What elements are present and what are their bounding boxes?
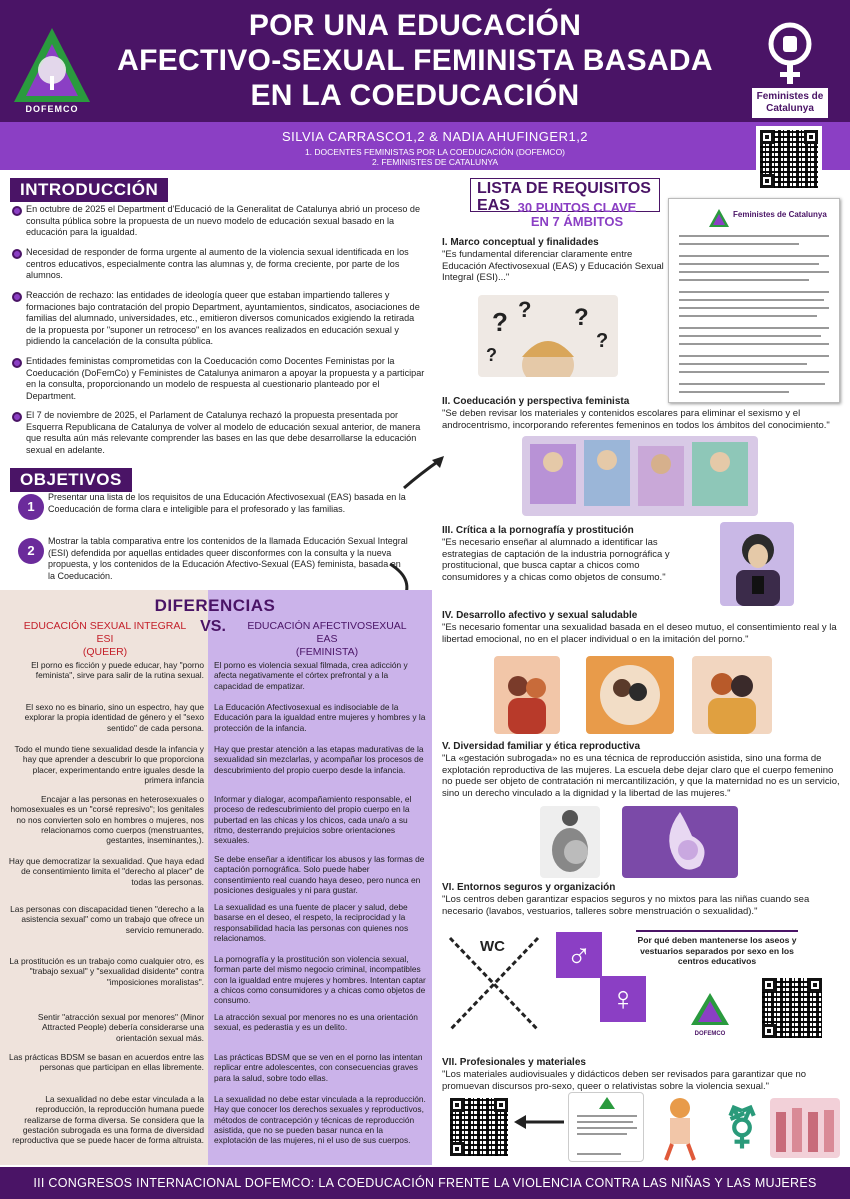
svg-text:?: ? (518, 297, 532, 322)
requisito-title-1: I. Marco conceptual y finalidades (442, 237, 599, 248)
requisito-text-2: "Se deben revisar los materiales y contenidos escolares para eliminar el sexismo y el androcentrismo, incorporando referentes femeninos en todos los ámbitos del conocimiento." (442, 408, 830, 431)
dofemco-logo (12, 26, 92, 114)
crossed-wc-illustration (446, 934, 542, 1034)
eas-subtitle-2: (FEMINISTA) (295, 646, 359, 658)
poster-title (95, 8, 735, 113)
requisito-text-1: "Es fundamental diferenciar claramente entre Educación Afectivosexual (EAS) y Educación Sexual Integral (ESI)..." (442, 249, 664, 283)
pregnancy-silhouette-illustration (622, 806, 738, 878)
requisito-title-7: VII. Profesionales y materiales (442, 1057, 586, 1068)
eas-row: Las prácticas BDSM que se ven en el porno las intentan replicar entre adolescentes, con consecuencias graves para la salud, sobre todo ellas. (214, 1052, 423, 1083)
esi-row: Hay que democratizar la sexualidad. Que haya edad de consentimiento limita el "derecho al placer" de todas las personas. (8, 856, 204, 887)
couple-illustration-3 (692, 656, 772, 734)
feministes-mini-logo (709, 209, 729, 227)
esi-subtitle-2: (QUEER) (82, 646, 128, 658)
footer-band: III CONGRESOS INTERNACIONAL DOFEMCO: LA COEDUCACIÓN FRENTE LA VIOLENCIA CONTRA LAS NIÑAS Y LAS MUJERES (0, 1167, 850, 1199)
eas-column-header (234, 620, 420, 659)
affiliation-1: 1. DOCENTES FEMINISTAS POR LA COEDUCACIÓN (DOFEMCO) (304, 147, 566, 157)
wc-label: WC (480, 938, 505, 955)
bullet-icon (12, 292, 22, 302)
trans-symbol-icon: ⚧ (725, 1106, 759, 1150)
requisitos-heading-line-1: LISTA DE REQUISITOS (477, 180, 651, 197)
qr-code-top[interactable] (756, 126, 822, 192)
feministes-logo-text: Feministes de Catalunya (752, 88, 828, 118)
requisito-title-4: IV. Desarrollo afectivo y sexual saludable (442, 610, 638, 621)
document-thumbnail[interactable] (668, 198, 840, 403)
esi-subtitle-1: ESI (96, 633, 114, 645)
intro-paragraph-4: Entidades feministas comprometidas con la Coeducación como Docentes Feministas por la Coeducación (DoFemCo) y Feministes de Catalunya animaron a apoyar la propuesta y a participar en la consulta, proporcionando un modelo de respuesta al cuestionario planteado por el Department. (26, 356, 425, 401)
svg-text:?: ? (574, 304, 589, 331)
requisito-text-6: "Los centros deben garantizar espacios seguros y no mixtos para las niñas cuando sea necesario (lavabos, vestuarios, talleres sobre menstruación o sexualidad)." (442, 894, 810, 917)
objetivos-heading: OBJETIVOS (10, 468, 132, 492)
intro-paragraph-3: Reacción de rechazo: las entidades de ideología queer que estaban impartiendo talleres y formaciones bajo contratación del propio Department, ayuntamientos, sindicatos, asociaciones de familias del alumnado, universidades, etc., emitieron diversos comunicados exigiendo la retirada de la propuesta por "suponer un retroceso" en los avances realizados en educación sexual y pidiendo la cancelación de la consulta pública. (26, 290, 420, 346)
female-symbol-icon: ♀ (600, 976, 646, 1022)
requisito-title-2: II. Coeducación y perspectiva feminista (442, 396, 630, 407)
svg-text:?: ? (492, 307, 508, 337)
requisitos-sub-line-1: 30 PUNTOS CLAVE (517, 200, 637, 215)
doc-brand: Feministes de Catalunya (733, 210, 827, 219)
eas-row: Hay que prestar atención a las etapas madurativas de la sexualidad sin mezclarlas, y acompañar los procesos de descubrimiento del propio cuerpo desde la infancia. (214, 744, 424, 775)
couple-illustration-2 (586, 656, 674, 734)
pregnant-illustration (540, 806, 600, 878)
eas-row: La sexualidad es una fuente de placer y salud, debe basarse en el deseo, el respeto, la reciprocidad y la responsabilidad hacia las personas con quienes nos relacionamos. (214, 902, 409, 943)
affiliations (230, 147, 640, 167)
requisito-title-6: VI. Entornos seguros y organización (442, 882, 616, 893)
intro-paragraph-5: El 7 de noviembre de 2025, el Parlament de Catalunya rechazó la propuesta presentada por Esquerra Republicana de Catalunya de volver al modelo de educación sexual anterior, de manera que resulta aún más relevante comprender las bases en las que debe desarrollarse la educación sexual en adelante. (26, 410, 421, 455)
figures-illustration (770, 1098, 840, 1158)
arrow-right-icon (514, 1112, 568, 1132)
eas-row: Informar y dialogar, acompañamiento responsable, el proceso de redescubrimiento del propio cuerpo en la pubertad en las chicas y los chicos, cada una/o a su ritmo, desterrando prejuicios sobre orientaciones sexuales. (214, 794, 412, 846)
dofemco-small-logo (690, 992, 730, 1036)
intro-heading: INTRODUCCIÓN (10, 178, 168, 202)
title-line-1: POR UNA EDUCACIÓN (248, 9, 582, 42)
intro-paragraph-1: En octubre de 2025 el Department d'Educació de la Generalitat de Catalunya abrió un proceso de consulta pública sobre la propuesta de un nuevo modelo de educación sexual basado en la educación para la igualdad. (26, 204, 421, 237)
phone-user-illustration (720, 522, 794, 606)
qr-code-materials[interactable] (446, 1094, 512, 1160)
objective-number-1: 1 (18, 494, 44, 520)
authors-band (0, 122, 850, 170)
esi-column-header (10, 620, 200, 659)
svg-text:?: ? (486, 345, 497, 365)
esi-row: El porno es ficción y puede educar, hay "porno feminista", sirve para salir de la rutina sexual. (31, 660, 204, 681)
bullet-icon (12, 206, 22, 216)
bullet-icon (12, 358, 22, 368)
couple-illustration-1 (494, 656, 560, 734)
author-names: SILVIA CARRASCO1,2 & NADIA AHUFINGER1,2 (281, 129, 589, 144)
feministes-logo (752, 22, 828, 118)
dofemco-small-logo-text: DOFEMCO (694, 1031, 726, 1037)
eas-row: La pornografía y la prostitución son violencia sexual, forman parte del mismo negocio criminal, incompatibles con la igualdad entre mujeres y hombres. Intentan captar a chicos como consumidores y a chicas como objetos de consumo. (214, 954, 426, 1006)
question-marks-illustration (478, 295, 618, 377)
requisito-text-7: "Los materiales audiovisuales y didácticos deben ser revisados para garantizar que no promuevan discursos pro-sexo, queer o relativistas sobre la violencia sexual." (442, 1069, 807, 1092)
esi-row: Todo el mundo tiene sexualidad desde la infancia y hay que aprender a descubrir lo que proporciona placer, experimentando entre iguales desde la primera infancia (14, 744, 204, 785)
objective-number-2: 2 (18, 538, 44, 564)
esi-row: La prostitución es un trabajo como cualquier otro, es "trabajo sexual" y "sexualidad disidente" contra "imposiciones moralistas". (9, 956, 204, 987)
requisito-text-5: "La «gestación subrogada» no es una técnica de reproducción asistida, sino una forma de explotación reproductiva de las mujeres. La escuela debe dejar claro que el cuerpo femenino no puede ser objeto de contratación ni mercantilización, y que la maternidad no es un servicio, sino un derecho vinculado a la dignidad y la libertad de las mujeres." (442, 753, 840, 799)
requisitos-sub-line-2: EN 7 ÁMBITOS (530, 214, 624, 229)
intro-paragraph-2: Necesidad de responder de forma urgente al aumento de la violencia sexual identificada en los centros educativos, especialmente contra las alumnas y, de forma creciente, por parte de los alumnos. (26, 247, 409, 280)
requisito-text-3: "Es necesario enseñar al alumnado a identificar las estrategias de captación de la industria pornográfica y prostitucional, que busca captar a chicos como consumidores y a chicas como objetos de consumo." (442, 537, 670, 583)
arrow-icon (400, 452, 450, 492)
esi-row: Las prácticas BDSM se basan en acuerdos entre las personas que participan en ellas libremente. (8, 1052, 204, 1073)
eas-row: La atracción sexual por menores no es una orientación sexual, es pederastia y es un delito. (214, 1012, 418, 1033)
title-line-2: AFECTIVO-SEXUAL FEMINISTA BASADA (117, 44, 713, 77)
dofemco-logo-text: DOFEMCO (25, 104, 79, 114)
bullet-icon (12, 412, 22, 422)
bullet-icon (12, 249, 22, 259)
affiliation-2: 2. FEMINISTES DE CATALUNYA (371, 157, 499, 167)
requisitos-heading-line-2: EAS (477, 197, 510, 214)
esi-row: La sexualidad no debe estar vinculada a la reproducción, la reproducción humana puede realizarse de forma diversa. Se considera que la gestación subrogada es una forma de diversidad reproductiva que se puede hacer de forma altruista. (12, 1094, 204, 1146)
eas-row: La Educación Afectivosexual es indisociable de la Educación para la igualdad entre mujeres y hombres y la protección de la infancia. (214, 702, 426, 733)
eas-row: El porno es violencia sexual filmada, crea adicción y afecta negativamente el córtex prefrontal y a la capacidad de empatizar. (214, 660, 408, 691)
diferencias-heading: DIFERENCIAS (154, 596, 276, 615)
title-line-3: EN LA COEDUCACIÓN (250, 79, 580, 112)
svg-text:?: ? (596, 330, 609, 352)
qr-code-aseos[interactable] (758, 974, 826, 1042)
eas-subtitle-1: EAS (316, 633, 338, 645)
requisitos-subheading (492, 201, 662, 229)
eas-title: EDUCACIÓN AFECTIVOSEXUAL (247, 620, 407, 632)
eas-row: La sexualidad no debe estar vinculada a la reproducción. Hay que conocer los derechos sexuales y reproductivos, métodos de contracepción y técnicas de reproducción asistida, que no se pueden basar nunca en la explotación de las mujeres, ni el uso de sus cuerpos. (214, 1094, 426, 1146)
esi-title: EDUCACIÓN SEXUAL INTEGRAL (23, 620, 187, 632)
materials-document-thumbnail[interactable] (568, 1092, 644, 1162)
header-band (0, 0, 850, 122)
women-referents-illustration (522, 436, 758, 516)
esi-row: El sexo no es binario, sino un espectro, hay que explorar la propia identidad de género y el "sexo sentido" de cada persona. (24, 702, 204, 733)
esi-row: Encajar a las personas en heterosexuales o homosexuales es un "corsé represivo"; los genitales no nos convierten solo en hombres o mujeres, nos relacionamos como cuerpos (menstruantes, gestantes, inseminantes,). (10, 794, 204, 846)
esi-row: Sentir "atracción sexual por menores" (Minor Attracted People) debería considerarse una orientación sexual más. (37, 1012, 204, 1043)
objective-2: Mostrar la tabla comparativa entre los contenidos de la llamada Educación Sexual Integral (ESI) defendida por aquellas entidades queer disconformes con la consulta y la nueva propuesta, y los contenidos de la Educación Afectivo-Sexual (EAS) feminista, basada en la Coeducación. (48, 536, 408, 581)
cartoon-figure-illustration (650, 1094, 712, 1162)
esi-row: Las personas con discapacidad tienen "derecho a la asistencia sexual" como un trabajo que ofrece un servicio remunerado. (10, 904, 204, 935)
eas-row: Se debe enseñar a identificar los abusos y las formas de captación pornográfica. Solo puede haber consentimiento real cuando haya deseo, pero nunca en posiciones desiguales y ni para gustar. (214, 854, 425, 895)
requisito-title-5: V. Diversidad familiar y ética reproductiva (442, 741, 641, 752)
vs-label: VS. (200, 618, 226, 635)
aseos-caption: Por qué deben mantenerse los aseos y vestuarios separados por sexo en los centros educativos (636, 930, 798, 967)
requisito-text-4: "Es necesario fomentar una sexualidad basada en el deseo mutuo, el consentimiento real y la libertad emocional, no en el placer individual o en la imitación del porno." (442, 622, 837, 645)
requisito-title-3: III. Crítica a la pornografía y prostitución (442, 525, 634, 536)
male-symbol-icon: ♂ (556, 932, 602, 978)
objective-1: Presentar una lista de los requisitos de una Educación Afectivosexual (EAS) basada en la Coeducación de forma clara e inteligible para el profesorado y las familias. (48, 492, 406, 514)
